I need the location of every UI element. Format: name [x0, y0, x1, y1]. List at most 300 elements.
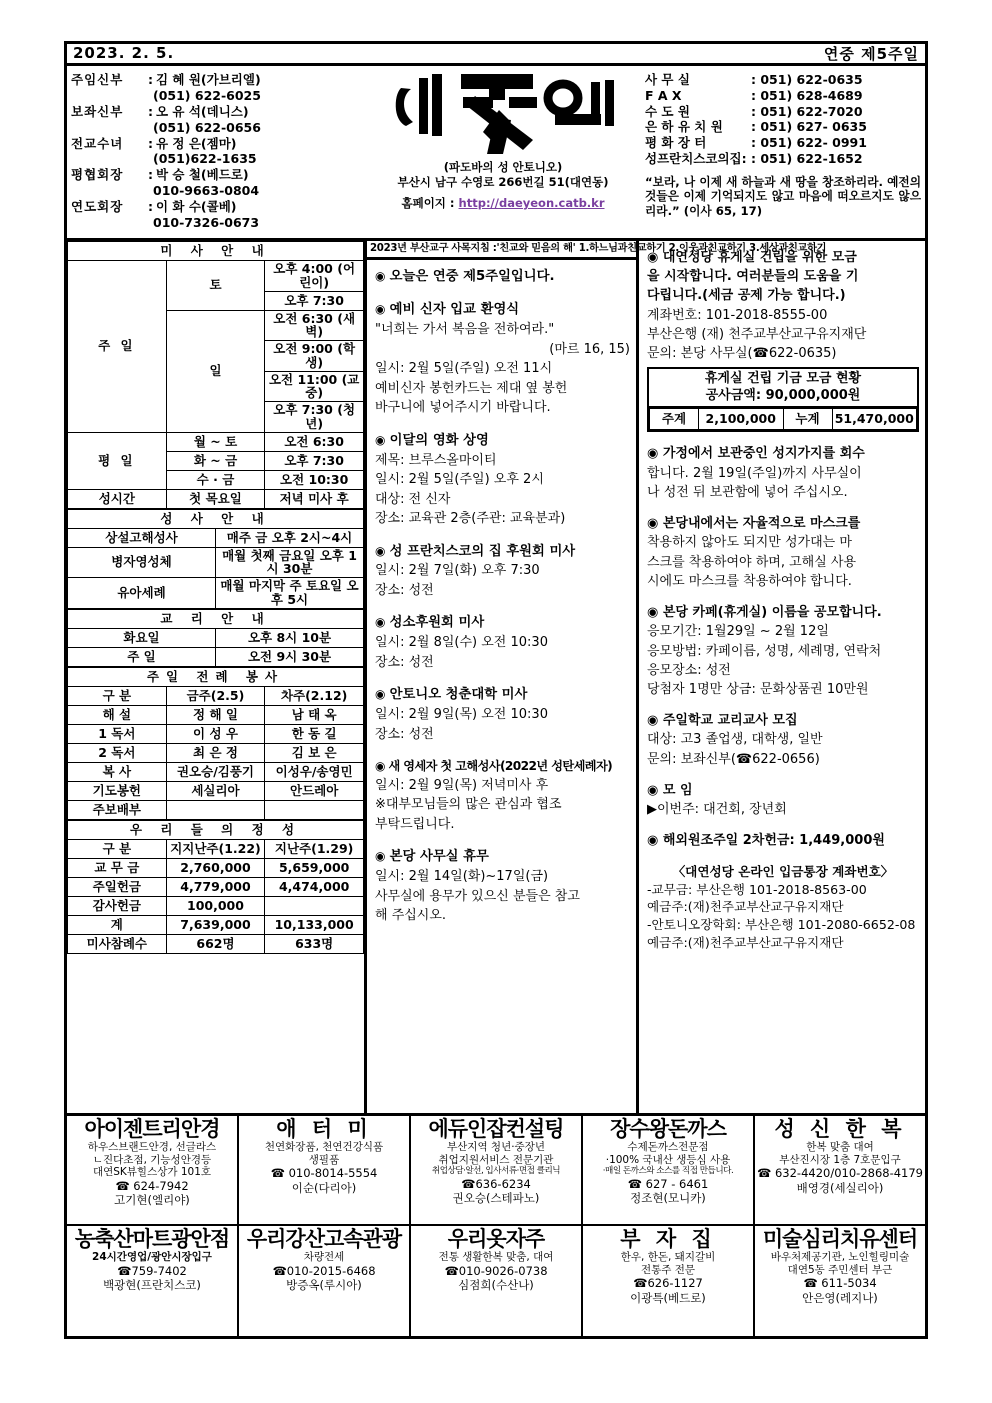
sacrament-value: 매주 금 오후 2시~4시	[216, 528, 364, 547]
announcement-item	[647, 444, 919, 502]
announcement-line: 일시: 2월 9일(목) 오전 10:30	[375, 707, 548, 723]
staff-name: 오 유 석(데니스)	[156, 103, 249, 119]
offering-title: 우 리 들 의 정 성	[68, 820, 364, 839]
date-bar	[67, 44, 925, 66]
fundraising-heading-line: ◉ 대연성당 휴게실 건립을 위한 모금	[647, 250, 857, 265]
liturgy-this-week: 이 성 우	[166, 724, 265, 743]
staff-row: 전교수녀 : 유 정 은(젬마)	[71, 135, 237, 151]
announcement-line: "너희는 가서 복음을 전하여라."	[375, 322, 555, 338]
bullet-icon: ◉	[375, 759, 389, 774]
announcement-item	[375, 685, 630, 744]
announcement-item	[375, 847, 630, 925]
fundraising-announcement	[647, 248, 919, 432]
ad-phone: ☎636-6234	[461, 1176, 531, 1191]
staff-role: 평협회장	[71, 167, 124, 183]
homepage-label: 홈페이지 :	[401, 195, 455, 210]
online-account-title: 〈대연성당 온라인 입금통장 계좌번호〉	[672, 863, 894, 879]
bullet-icon: ◉	[375, 302, 390, 317]
table-row	[68, 896, 364, 915]
pastoral-theme: 2023년 부산교구 사목지침 :'친교와 믿음의 해' 1.하느님과친교하기 2.이웃과친교하기 3.세상과친교하기	[367, 241, 636, 260]
staff-role: 전교수녀	[71, 135, 124, 151]
offering-label: 감사헌금	[68, 896, 167, 915]
fundraising-status-box	[647, 367, 919, 432]
ad-business-name: 애 터 미	[276, 1117, 372, 1141]
table-row	[68, 528, 364, 547]
announcement-line: ※대부모님들의 많은 관심과 협조	[375, 797, 562, 813]
announcement-item	[647, 781, 919, 819]
sacrament-label: 유아세례	[68, 578, 216, 609]
ad-cell[interactable]	[755, 1226, 925, 1336]
ad-phone: ☎ 010-8014-5554	[270, 1166, 378, 1181]
announcement-item	[375, 431, 630, 529]
ad-description: 생필품	[308, 1153, 340, 1166]
announcement-item	[647, 514, 919, 591]
sacrament-table	[67, 509, 364, 609]
offering-label: 계	[68, 915, 167, 934]
announcement-heading-text: 오늘은 연중 제5주일입니다.	[389, 269, 555, 285]
liturgy-this-week: 권오승/김풍기	[166, 762, 265, 781]
staff-name: 김 혜 원(가브리엘)	[156, 72, 261, 87]
ad-phone: ☎ 611-5034	[803, 1276, 877, 1291]
announcement-item	[647, 831, 919, 850]
ad-description: 24시간영업/광안시장입구	[92, 1251, 212, 1264]
ad-description: 천연화장품, 천연건강식품	[264, 1141, 384, 1154]
staff-phone: (051)622-1635	[153, 151, 257, 167]
staff-phone: (051) 622-0656	[153, 119, 261, 135]
table-row	[68, 509, 364, 528]
ad-description-fine: 취업상담·알선, 입사서류·면접 클리닉	[431, 1166, 561, 1177]
offering-header: 지난주(1.29)	[265, 839, 364, 858]
announcement-item	[375, 300, 630, 417]
parish-address: 부산시 남구 수영로 266번길 51(대연동)	[397, 174, 609, 189]
mass-time: 오후 7:30	[265, 291, 364, 310]
table-row	[68, 800, 364, 819]
ad-cell[interactable]	[755, 1116, 925, 1226]
fund-week-value: 2,100,000	[699, 408, 784, 430]
announcement-heading	[375, 267, 630, 287]
ad-description: 차량전세	[303, 1251, 345, 1264]
parish-patron: (파도바의 성 안토니오)	[443, 160, 563, 174]
bullet-icon: ◉	[375, 849, 390, 864]
ad-description: 취업지원서비스 전문기관	[438, 1153, 554, 1166]
ad-cell[interactable]	[583, 1226, 755, 1336]
ad-description: 대연SK뷰힐스상가 101호	[92, 1166, 212, 1179]
catechism-label: 화요일	[68, 628, 216, 647]
liturgy-this-week: 정 해 일	[166, 705, 265, 724]
ad-contact-person: 정조현(모니카)	[630, 1190, 706, 1205]
catechism-title: 교 리 안 내	[68, 609, 364, 628]
announcement-line: (마르 16, 15)	[549, 341, 630, 357]
announcement-heading-text: 예비 신자 입교 환영식	[389, 302, 520, 318]
table-row	[68, 578, 364, 609]
mass-table-title: 미 사 안 내	[68, 242, 364, 261]
parish-identity	[367, 66, 639, 238]
liturgy-next-week	[265, 800, 364, 819]
contact-label: 사 무 실	[645, 72, 690, 87]
contact-number: : 051) 622-0635	[751, 72, 863, 87]
middle-announcement-list	[367, 260, 636, 925]
ad-business-name: 농축산마트광안점	[74, 1227, 230, 1251]
announcement-heading: ◉ 해외원조주일 2차헌금: 1,449,000원	[647, 833, 885, 849]
ad-description: 한복 맞춤 대여	[806, 1141, 874, 1154]
ad-description: 전통 생활한복 맞춤, 대여	[438, 1251, 554, 1264]
ad-contact-person: 권오승(스테파노)	[452, 1190, 540, 1205]
right-announcement-list	[639, 241, 925, 952]
announcement-line: 부탁드립니다.	[375, 816, 455, 832]
announcement-heading	[375, 847, 630, 867]
liturgical-title: 연중 제5주일	[823, 44, 919, 63]
liturgy-title: 주일 전례 봉사	[68, 667, 364, 686]
ad-contact-person: 고기현(엘리야)	[114, 1193, 190, 1208]
table-row	[68, 877, 364, 896]
announcement-item	[375, 613, 630, 672]
contact-number: : 051) 622- 0991	[751, 135, 867, 150]
liturgy-next-week: 남 태 옥	[265, 705, 364, 724]
liturgy-next-week: 안드레아	[265, 781, 364, 800]
scripture-verse: “보라, 나 이제 새 하늘과 새 땅을 창조하리라. 예전의 것들은 이제 기억되지도 않고 마음에 떠오르지도 않으리라.” (이사 65, 17)	[645, 174, 921, 219]
announcement-line: 장소: 성전	[375, 726, 434, 742]
staff-name: 유 정 은(젬마)	[156, 135, 237, 151]
announcement-line: 바구니에 넣어주시기 바랍니다.	[375, 400, 551, 416]
table-row	[68, 762, 364, 781]
fund-week-label: 주계	[650, 408, 699, 430]
advertisement-section	[67, 1113, 925, 1336]
announcement-heading	[375, 542, 630, 562]
table-row	[68, 489, 364, 508]
announcement-heading	[375, 300, 630, 320]
ad-phone: ☎ 627 - 6461	[627, 1176, 709, 1191]
holy-hour-day: 첫 목요일	[166, 489, 265, 508]
liturgy-header: 구 분	[68, 686, 167, 705]
ad-phone: ☎010-2015-6468	[272, 1263, 376, 1278]
contact-row	[645, 151, 921, 167]
ad-cell[interactable]	[239, 1116, 411, 1226]
mass-schedule-table	[67, 241, 364, 509]
bullet-icon: ◉	[375, 269, 390, 284]
online-account-line: -안토니오장학회: 부산은행 101-2080-6652-08	[647, 917, 916, 933]
announcement-line: 일시: 2월 7일(화) 오후 7:30	[375, 563, 540, 579]
contact-row	[645, 72, 921, 88]
announcement-line: 착용하지 않아도 되지만 성가대는 마	[647, 535, 852, 551]
ad-description: 한우, 한돈, 돼지갈비	[620, 1251, 716, 1264]
ad-contact-person: 안은영(레지나)	[802, 1290, 878, 1305]
ad-business-name: 성 신 한 복	[774, 1117, 906, 1141]
header-section	[67, 66, 925, 241]
staff-row: 주임신부 : 김 혜 원(가브리엘)	[71, 72, 261, 87]
liturgy-role: 2 독서	[68, 743, 167, 762]
fund-total-value: 51,470,000	[832, 408, 917, 430]
table-row	[68, 432, 364, 451]
ad-business-name: 에듀인잡컨설팅	[428, 1117, 564, 1141]
ad-phone: ☎759-7402	[117, 1263, 187, 1278]
contact-label: 성프란치스코의집:	[645, 150, 747, 166]
mass-day: 일	[166, 310, 265, 432]
fundraising-bank: 부산은행 (재) 천주교부산교구유지재단	[647, 326, 867, 342]
ad-contact-person: 방증옥(루시아)	[286, 1278, 362, 1293]
ad-business-name: 우리옷자주	[447, 1227, 545, 1251]
ad-contact-person: 이광특(베드로)	[630, 1290, 706, 1305]
ad-description-fine: ·매일 돈까스와 소스를 직접 만듭니다.	[602, 1166, 734, 1177]
liturgy-next-week: 한 동 길	[265, 724, 364, 743]
announcement-heading	[375, 431, 630, 451]
table-row	[68, 839, 364, 858]
announcement-line: 사무실에 용무가 있으신 분들은 참고	[375, 888, 580, 904]
announcement-item	[647, 711, 919, 769]
bullet-icon: ◉	[375, 687, 390, 702]
table-row	[68, 743, 364, 762]
announcement-line: 일시: 2월 9일(목) 저녁미사 후	[375, 777, 549, 793]
sacrament-title: 성 사 안 내	[68, 509, 364, 528]
liturgy-header: 금주(2.5)	[166, 686, 265, 705]
ad-description: 부산진시장 1층 7호문입구	[779, 1153, 901, 1166]
mass-time: 오전 6:30	[265, 432, 364, 451]
announcement-heading-text: 성 프란치스코의 집 후원회 미사	[389, 543, 576, 559]
contact-label: 은 하 유 치 원	[645, 119, 723, 135]
table-row	[68, 686, 364, 705]
holy-hour-label: 성시간	[68, 489, 167, 508]
staff-row: 연도회장 : 이 화 수(콜베)	[71, 199, 237, 214]
announcement-line: 장소: 성전	[375, 582, 434, 598]
announcement-line: 일시: 2월 8일(수) 오전 10:30	[375, 635, 548, 651]
mass-time: 오전 9:00 (학생)	[265, 341, 364, 372]
liturgy-next-week: 이성우/송영민	[265, 762, 364, 781]
contact-number: : 051) 627- 0635	[751, 119, 867, 135]
daeyeon-calligraphy-logo	[383, 70, 623, 158]
liturgy-header: 차주(2.12)	[265, 686, 364, 705]
announcement-heading: ◉ 모 임	[647, 782, 693, 798]
contact-number: : 051) 628-4689	[751, 87, 863, 103]
bulletin-page	[64, 41, 928, 1339]
staff-phone: (051) 622-6025	[153, 87, 261, 103]
offering-prev2: 100,000	[166, 896, 265, 915]
contact-label: 수 도 원	[645, 103, 690, 119]
ad-cell[interactable]	[411, 1226, 583, 1336]
table-row	[68, 705, 364, 724]
bulletin-date: 2023. 2. 5.	[73, 44, 175, 62]
liturgy-role: 주보배부	[68, 800, 167, 819]
table-row	[68, 242, 364, 261]
announcement-line: 문의: 보좌신부(☎622-0656)	[647, 751, 820, 767]
homepage-line	[367, 195, 639, 211]
announcement-line: 일시: 2월 5일(주일) 오후 2시	[375, 472, 544, 488]
mass-time: 오전 10:30	[265, 470, 364, 489]
ad-description: 바우처제공기관, 노인힐링미술	[770, 1251, 910, 1264]
liturgy-role: 해 설	[68, 705, 167, 724]
offering-prev1: 5,659,000	[265, 858, 364, 877]
offering-prev2: 7,639,000	[166, 915, 265, 934]
ad-business-name: 부 자 집	[620, 1227, 716, 1251]
mass-day: 수 · 금	[166, 470, 265, 489]
table-row	[68, 547, 364, 578]
announcement-line: ▶이번주: 대건회, 장년회	[647, 802, 787, 818]
mass-group: 주 일	[68, 261, 167, 433]
ad-phone: ☎ 624-7942	[115, 1178, 189, 1193]
contact-directory	[639, 66, 925, 238]
offering-table	[67, 820, 364, 954]
ad-description: 하우스브랜드안경, 선글라스	[87, 1141, 217, 1154]
announcement-line: 일시: 2월 14일(화)~17일(금)	[375, 869, 549, 885]
catechism-value: 오전 9시 30분	[216, 647, 364, 666]
mass-day: 월 ~ 토	[166, 432, 265, 451]
announcement-heading	[375, 685, 630, 705]
contact-number: : 051) 622-7020	[751, 103, 863, 119]
ad-business-name: 미술심리치유센터	[762, 1227, 918, 1251]
announcement-line: 제목: 브루스올마이티	[375, 452, 497, 468]
ad-cell[interactable]	[67, 1116, 239, 1226]
catechism-value: 오후 8시 10분	[216, 628, 364, 647]
offering-label: 미사참례수	[68, 934, 167, 953]
fund-amounts-row	[650, 408, 917, 430]
announcement-line: 응모기간: 1월29일 ~ 2월 12일	[647, 624, 829, 640]
announcement-line: 합니다. 2월 19일(주일)까지 사무실이	[647, 465, 862, 481]
table-row	[68, 628, 364, 647]
announcement-line: 예비신자 봉헌카드는 제대 옆 봉헌	[375, 380, 568, 396]
holy-hour-time: 저녁 미사 후	[265, 489, 364, 508]
liturgy-role: 1 독서	[68, 724, 167, 743]
staff-role: 연도회장	[71, 199, 124, 214]
online-account-block	[647, 863, 919, 952]
announcement-heading: ◉ 가정에서 보관중인 성지가지를 회수	[647, 446, 865, 462]
catechism-table	[67, 609, 364, 667]
sacrament-label: 상설고해성사	[68, 528, 216, 547]
announcement-line: 대상: 전 신자	[375, 491, 451, 507]
ad-description: 부산지역 청년·중장년	[447, 1141, 545, 1154]
sacrament-value: 매월 첫째 금요일 오후 1시 30분	[216, 547, 364, 578]
offering-prev1	[265, 896, 364, 915]
staff-row: 평협회장 : 박 승 철(베드로)	[71, 167, 249, 183]
announcement-item	[375, 542, 630, 601]
contact-row	[645, 135, 921, 151]
fund-title-line1: 휴게실 건립 기금 모금 현황	[704, 371, 862, 387]
mass-time: 오후 7:30 (청년)	[265, 402, 364, 433]
offering-prev2: 662명	[166, 934, 265, 953]
announcement-heading-text: 새 영세자 첫 고해성사(2022년 성탄세례자)	[388, 759, 613, 774]
announcement-item	[375, 757, 630, 834]
announcement-heading: ◉ 주일학교 교리교사 모집	[647, 713, 798, 729]
fund-title-line2: 공사금액: 90,000,000원	[705, 387, 861, 403]
contact-row	[645, 119, 921, 135]
ad-phone: ☎626-1127	[633, 1276, 703, 1291]
fundraising-box-title	[649, 369, 917, 408]
announcement-heading: ◉ 본당 카페(휴게실) 이름을 공모합니다.	[647, 605, 882, 621]
offering-prev2: 2,760,000	[166, 858, 265, 877]
offering-header: 구 분	[68, 839, 167, 858]
announcement-line: 나 성전 뒤 보관함에 넣어 주십시오.	[647, 484, 848, 500]
table-row	[68, 934, 364, 953]
table-row	[68, 261, 364, 292]
announcement-item	[647, 603, 919, 699]
fundraising-heading-line: 다립니다.(세금 공제 가능 합니다.)	[647, 288, 846, 304]
announcement-heading	[375, 613, 630, 633]
staff-list	[71, 72, 363, 231]
ad-description: 전통주 전문	[640, 1263, 696, 1276]
staff-name: 이 화 수(콜베)	[156, 199, 237, 214]
homepage-link[interactable]: http://daeyeon.catb.kr	[458, 195, 605, 210]
online-account-line: 예금주:(재)천주교부산교구유지재단	[647, 899, 844, 915]
announcement-heading-text: 성소후원회 미사	[389, 615, 485, 631]
liturgy-this-week: 최 은 정	[166, 743, 265, 762]
announcement-line: 당첨자 1명만 상금: 문화상품권 10만원	[647, 681, 869, 697]
fundraising-heading-line: 을 시작합니다. 여러분들의 도움을 기	[647, 269, 859, 285]
online-account-line: 예금주:(재)천주교부산교구유지재단	[647, 935, 844, 951]
liturgy-service-table	[67, 667, 364, 820]
bullet-icon: ◉	[375, 543, 390, 558]
announcement-item	[375, 267, 630, 287]
ad-phone: ☎010-9026-0738	[444, 1263, 548, 1278]
fundraising-inquiry: 문의: 본당 사무실(☎622-0635)	[647, 346, 837, 362]
schedule-column	[67, 241, 367, 1113]
staff-role: 주임신부	[71, 72, 124, 87]
announcement-line: 응모방법: 카페이름, 성명, 세례명, 연락처	[647, 643, 882, 659]
ad-business-name: 우리강산고속관광	[246, 1227, 402, 1251]
ad-row	[67, 1226, 925, 1336]
contact-number: : 051) 622-1652	[751, 150, 863, 166]
table-row	[68, 858, 364, 877]
ad-description: 수제돈까스전문점	[627, 1141, 709, 1154]
table-row	[68, 667, 364, 686]
ad-contact-person: 이순(다리아)	[291, 1180, 357, 1195]
announcement-heading-text: 이달의 영화 상영	[389, 432, 489, 448]
ad-row	[67, 1116, 925, 1226]
offering-label: 교 무 금	[68, 858, 167, 877]
ad-business-name: 장수왕돈까스	[610, 1117, 726, 1141]
table-row	[68, 781, 364, 800]
announcement-line: 해 주십시오.	[375, 908, 447, 924]
catechism-label: 주 일	[68, 647, 216, 666]
offering-prev1: 4,474,000	[265, 877, 364, 896]
announcement-line: 시에도 마스크를 착용하여야 합니다.	[647, 573, 852, 589]
announcement-heading-text: 안토니오 청춘대학 미사	[389, 687, 528, 703]
ad-cell[interactable]	[239, 1226, 411, 1336]
ad-phone: ☎ 632-4420/010-2868-4179	[757, 1166, 924, 1181]
sacrament-value: 매월 마지막 주 토요일 오후 5시	[216, 578, 364, 609]
mass-day: 토	[166, 261, 265, 311]
ad-description: ·100% 국내산 생등심 사용	[605, 1153, 731, 1166]
mass-time: 오전 6:30 (새벽)	[265, 310, 364, 341]
ad-contact-person: 백광현(프란치스코)	[103, 1278, 201, 1293]
announcement-heading-text: 본당 사무실 휴무	[389, 849, 489, 865]
ad-cell[interactable]	[411, 1116, 583, 1226]
offering-prev1: 10,133,000	[265, 915, 364, 934]
table-row	[68, 609, 364, 628]
contact-list	[645, 72, 921, 167]
ad-cell[interactable]	[583, 1116, 755, 1226]
fundraising-account: 계좌번호: 101-2018-8555-00	[647, 307, 828, 323]
staff-directory	[67, 66, 367, 238]
mass-time: 오후 4:00 (어린이)	[265, 261, 364, 292]
offering-label: 주일헌금	[68, 877, 167, 896]
bullet-icon: ◉	[375, 615, 390, 630]
announcement-heading: ◉ 본당내에서는 자율적으로 마스크를	[647, 516, 861, 532]
table-row	[68, 647, 364, 666]
announcement-line: 스크를 착용하여야 하며, 고해실 사용	[647, 554, 857, 570]
sacrament-label: 병자영성체	[68, 547, 216, 578]
online-account-line: -교무금: 부산은행 101-2018-8563-00	[647, 881, 867, 897]
contact-label: 평 화 장 터	[645, 135, 707, 150]
ad-business-name: 아이젠트리안경	[84, 1117, 220, 1141]
ad-cell[interactable]	[67, 1226, 239, 1336]
parish-logo	[367, 68, 639, 160]
offering-prev1: 633명	[265, 934, 364, 953]
announcement-line: 장소: 교육관 2층(주관: 교육분과)	[375, 511, 566, 527]
staff-phone: 010-7326-0673	[153, 214, 260, 230]
mass-time: 오후 7:30	[265, 451, 364, 470]
offering-prev2: 4,779,000	[166, 877, 265, 896]
announcement-line: 일시: 2월 5일(주일) 오전 11시	[375, 361, 553, 377]
liturgy-next-week: 김 보 은	[265, 743, 364, 762]
liturgy-role: 복 사	[68, 762, 167, 781]
table-row	[68, 820, 364, 839]
